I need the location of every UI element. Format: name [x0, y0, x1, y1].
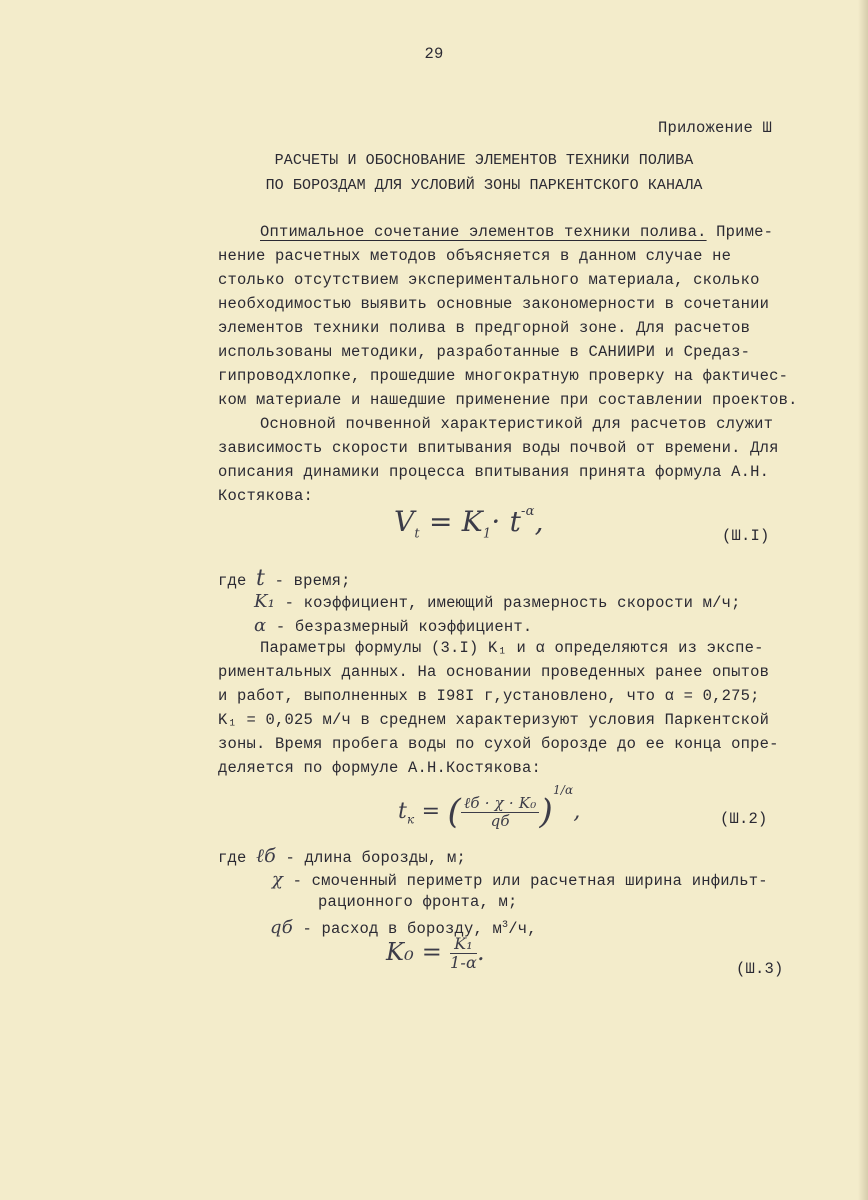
title-line-1: РАСЧЕТЫ И ОБОСНОВАНИЕ ЭЛЕМЕНТОВ ТЕХНИКИ ПОЛИВА: [274, 152, 694, 169]
where-2-desc-2: - смоченный периметр или расчетная ширина инфильт-: [292, 872, 768, 890]
where-1-symbol-3: α: [254, 615, 267, 636]
paragraph-3-line-6: деляется по формуле А.Н.Костякова:: [218, 759, 542, 777]
formula-2-exp: 1/α: [552, 783, 574, 797]
where-1-row-3: [254, 617, 532, 636]
paragraph-2-line-1: Основной почвенной характеристикой для расчетов служит: [260, 415, 774, 433]
paragraph-3-line-5: зоны. Время пробега воды по сухой борозде до ее конца опре-: [218, 735, 779, 753]
formula-3-lhs: K₀: [386, 938, 414, 966]
formula-1: [394, 505, 544, 541]
formula-3-fraction: [450, 936, 477, 971]
where-1-label: где: [218, 572, 247, 590]
where-2-row-2: [272, 871, 768, 890]
paragraph-1-line-5: элементов техники полива в предгорной зоне. Для расчетов: [218, 319, 751, 337]
page-number: 29: [424, 45, 444, 63]
formula-2-lhs: t: [398, 799, 408, 824]
where-2-row-1: [218, 847, 466, 867]
paragraph-3-line-3: и работ, выполненных в I98I г,установлено, что α = 0,275;: [218, 687, 760, 705]
paragraph-3-line-2: риментальных данных. На основании проведенных ранее опытов: [218, 663, 770, 681]
where-2-symbol-2: χ: [272, 869, 284, 890]
formula-1-coef: K: [461, 505, 483, 538]
formula-3-tail: .: [476, 938, 485, 966]
where-2-row-3: рационного фронта, м;: [318, 893, 518, 911]
paragraph-1-line-7: гипроводхлопке, прошедшие многократную проверку на фактичес-: [218, 367, 789, 385]
paragraph-1-line-1: [260, 225, 773, 241]
formula-1-lhs: V: [394, 505, 415, 538]
where-1-row-2: [254, 593, 741, 612]
paragraph-1-line-3: столько отсутствием экспериментального материала, сколько: [218, 271, 760, 289]
formula-2-fraction: [461, 793, 540, 830]
formula-3-denominator: 1-α: [449, 953, 477, 972]
paragraph-1-line-4: необходимостью выявить основные закономерности в сочетании: [218, 295, 770, 313]
formula-2-lhs-sub: к: [407, 812, 415, 827]
where-1-desc-2: - коэффициент, имеющий размерность скорости м/ч;: [284, 594, 741, 612]
formula-2-numerator: ℓб · χ · K₀: [461, 796, 540, 813]
formula-2: $t_к$ = ( $\frac{\text{ℓб · χ · K₀}}{qб}$ )$^{1/\alpha}$,: [398, 783, 581, 832]
formula-3-numerator: K₁: [450, 936, 477, 954]
formula-1-tail: ,: [534, 505, 544, 538]
where-2-symbol-4: qб: [270, 917, 293, 938]
paragraph-1-line-6: использованы методики, разработанные в САНИИРИ и Средаз-: [218, 343, 751, 361]
title-line-2: ПО БОРОЗДАМ ДЛЯ УСЛОВИЙ ЗОНЫ ПАРКЕНТСКОГО КАНАЛА: [265, 177, 703, 194]
formula-1-dot: ·: [491, 505, 501, 538]
paragraph-2-line-3: описания динамики процесса впитывания принята формула А.Н.: [218, 463, 770, 481]
paragraph-1-line-8: ком материале и нашедшие применение при составлении проектов.: [218, 391, 798, 409]
where-1-desc-1: - время;: [274, 572, 351, 590]
paragraph-2-line-4: Костякова:: [218, 487, 314, 505]
formula-1-var: t: [509, 505, 522, 538]
paragraph-1-first-text: Приме-: [716, 223, 774, 241]
formula-2-denominator: qб: [490, 811, 510, 830]
formula-1-exp: -α: [521, 504, 535, 519]
where-1-row-1: [218, 568, 351, 590]
formula-2-tail: ,: [573, 799, 581, 824]
formula-1-lhs-sub: t: [414, 526, 420, 542]
where-2-desc-4: - расход в борозду, м: [302, 920, 502, 938]
where-2-desc-4-tail: /ч,: [508, 920, 537, 938]
formula-1-number: (Ш.I): [722, 527, 770, 545]
formula-3-eq: =: [421, 938, 443, 966]
formula-1-eq: =: [428, 505, 453, 538]
section-heading: Оптимальное сочетание элементов техники полива.: [260, 223, 707, 241]
formula-3-number: (Ш.3): [736, 960, 784, 978]
appendix-label: Приложение Ш: [657, 119, 772, 137]
where-1-desc-3: - безразмерный коэффициент.: [275, 618, 533, 636]
where-2-desc-4-sup: 3: [501, 919, 509, 931]
where-2-symbol-1: ℓб: [256, 845, 276, 867]
paragraph-3-line-1: Параметры формулы (3.I) K₁ и α определяются из экспе-: [260, 639, 764, 657]
formula-2-number: (Ш.2): [720, 810, 768, 828]
formula-2-eq: =: [421, 799, 441, 824]
paragraph-1-line-2: нение расчетных методов объясняется в данном случае не: [218, 247, 732, 265]
where-1-symbol-1: t: [256, 566, 266, 591]
where-2-row-4: [270, 919, 537, 938]
formula-3: [386, 936, 485, 971]
where-1-symbol-2: K₁: [254, 591, 276, 612]
paragraph-2-line-2: зависимость скорости впитывания воды почвой от времени. Для: [218, 439, 779, 457]
formula-1-coef-sub: 1: [482, 526, 492, 542]
where-2-label: где: [218, 849, 247, 867]
where-2-desc-1: - длина борозды, м;: [285, 849, 466, 867]
paragraph-3-line-4: K₁ = 0,025 м/ч в среднем характеризуют условия Паркентской: [218, 711, 770, 729]
